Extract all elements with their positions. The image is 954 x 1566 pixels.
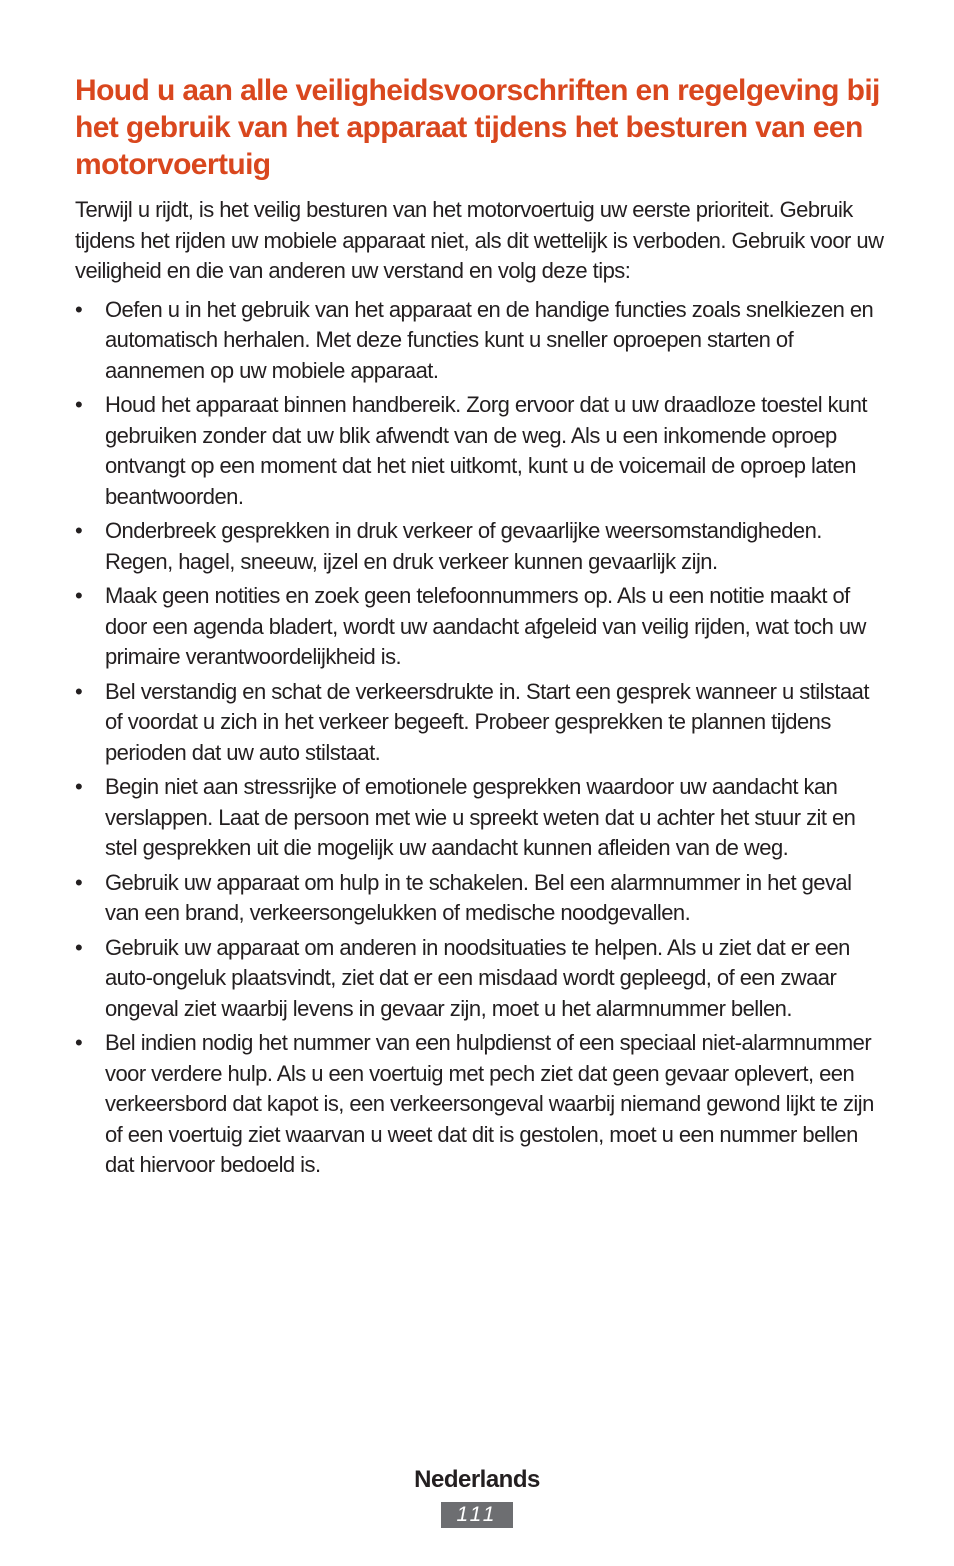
tips-list (75, 295, 887, 1181)
list-item (75, 677, 887, 769)
list-item (75, 868, 887, 929)
language-label: Nederlands (414, 1466, 540, 1493)
intro-paragraph: Terwijl u rijdt, is het veilig besturen van het motorvoertuig uw eerste prioriteit. Gebruik tijdens het rijden uw mobiele apparaat niet, als dit wettelijk is verboden. Gebruik voor uw veiligheid en die van anderen uw verstand en volg deze tips: (75, 197, 884, 283)
bullet-icon: • (75, 296, 83, 322)
list-item-text: Houd het apparaat binnen handbereik. Zorg ervoor dat u uw draadloze toestel kunt gebruiken zonder dat uw blik afwendt van de weg. Als u een inkomende oproep ontvangt op een moment dat het niet uitkomt, kunt u de voicemail de oproep laten beantwoorden. (105, 392, 867, 509)
list-item-text: Bel indien nodig het nummer van een hulpdienst of een speciaal niet-alarmnummer voor verdere hulp. Als u een voertuig met pech ziet dat geen gevaar oplevert, een verkeersbord dat kapot is, een verkeersongeval waarbij niemand gewond lijkt te zijn of een voertuig ziet waarvan u weet dat dit is gestolen, moet u een nummer bellen dat hiervoor bedoeld is. (105, 1030, 874, 1177)
list-item (75, 581, 887, 673)
list-item (75, 933, 887, 1025)
bullet-icon: • (75, 934, 83, 960)
bullet-icon: • (75, 518, 83, 543)
list-item-text: Bel verstandig en schat de verkeersdrukte in. Start een gesprek wanneer u stilstaat of voordat u zich in het verkeer begeeft. Probeer gesprekken te plannen tijdens perioden dat uw auto stilstaat. (105, 678, 869, 765)
page-footer (0, 1464, 954, 1528)
list-item-text: Onderbreek gesprekken in druk verkeer of gevaarlijke weersomstandigheden. Regen, hagel, sneeuw, ijzel en druk verkeer kunnen gevaarlijk zijn. (105, 518, 822, 574)
list-item (75, 1028, 887, 1181)
bullet-icon: • (75, 869, 83, 895)
bullet-icon: • (75, 774, 83, 799)
section-heading: Houd u aan alle veiligheidsvoorschriften en regelgeving bij het gebruik van het apparaat tijdens het besturen van een motorvoertuig (75, 74, 880, 181)
list-item-text: Maak geen notities en zoek geen telefoonnummers op. Als u een notitie maakt of door een agenda bladert, wordt uw aandacht afgeleid van veilig rijden, wat toch uw primaire verantwoordelijkheid is. (105, 583, 866, 669)
bullet-icon: • (75, 1030, 83, 1055)
list-item-text: Gebruik uw apparaat om hulp in te schakelen. Bel een alarmnummer in het geval van een brand, verkeersongelukken of medische noodgevallen. (105, 869, 852, 925)
list-item-text: Gebruik uw apparaat om anderen in noodsituaties te helpen. Als u ziet dat er een auto-ongeluk plaatsvindt, ziet dat er een misdaad wordt gepleegd, of een zwaar ongeval ziet waarbij levens in gevaar zijn, moet u het alarmnummer bellen. (105, 934, 850, 1021)
bullet-icon: • (75, 583, 83, 608)
list-item (75, 295, 887, 387)
bullet-icon: • (75, 678, 83, 704)
list-item-text: Begin niet aan stressrijke of emotionele gesprekken waardoor uw aandacht kan verslappen. Laat de persoon met wie u spreekt weten dat u achter het stuur zit en stel gesprekken uit die mogelijk uw aandacht kunnen afleiden van de weg. (105, 774, 856, 860)
list-item (75, 772, 887, 864)
page-number: 111 (441, 1502, 513, 1528)
list-item (75, 390, 887, 512)
page-content (75, 72, 887, 1185)
list-item-text: Oefen u in het gebruik van het apparaat en de handige functies zoals snelkiezen en automatisch herhalen. Met deze functies kunt u sneller oproepen starten of aannemen op uw mobiele apparaat. (105, 296, 874, 383)
bullet-icon: • (75, 392, 83, 417)
list-item (75, 516, 887, 577)
